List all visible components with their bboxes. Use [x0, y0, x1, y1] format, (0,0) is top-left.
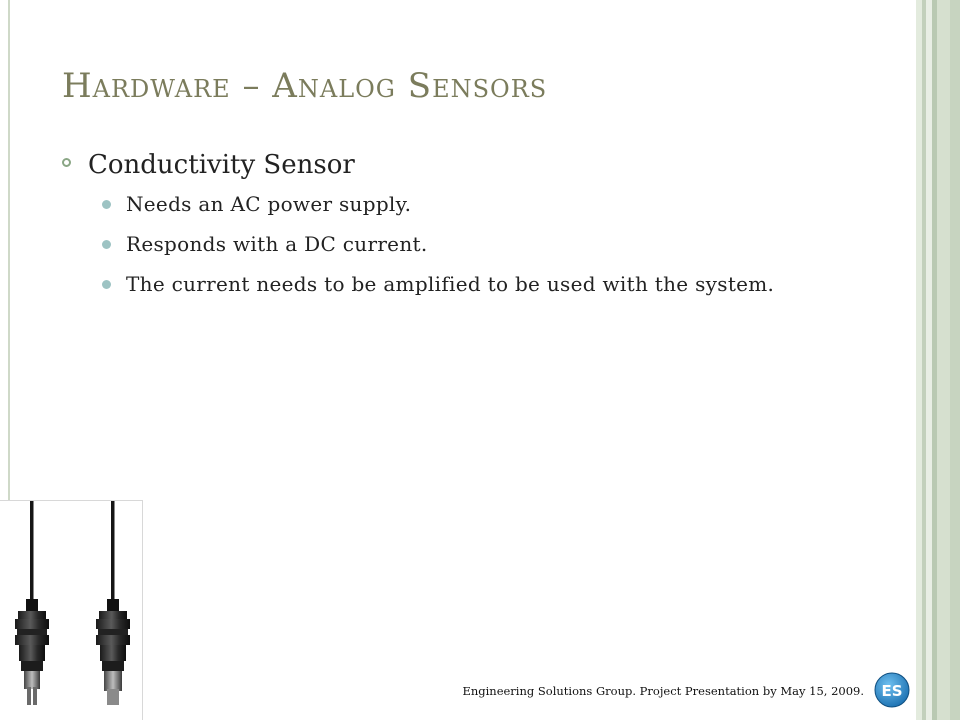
main-bullet — [60, 150, 860, 181]
sub-bullet-list — [60, 191, 860, 297]
dot-bullet-icon — [102, 280, 111, 289]
company-logo-icon — [874, 672, 910, 708]
slide-title: Hardware – Analog Sensors — [62, 66, 548, 106]
right-decor-stripe — [950, 0, 960, 720]
sub-bullet-item — [98, 231, 860, 257]
conductivity-sensor-image — [0, 501, 143, 720]
circle-bullet-icon — [62, 158, 71, 167]
conductivity-sensor-photo — [0, 500, 143, 720]
sub-bullet-text: Needs an AC power supply. — [126, 192, 412, 217]
slide-content — [60, 150, 860, 311]
sub-bullet-text: The current needs to be amplified to be used with the system. — [126, 272, 775, 297]
sub-bullet-text: Responds with a DC current. — [126, 232, 428, 257]
footer-text: Engineering Solutions Group. Project Presentation by May 15, 2009. — [462, 684, 864, 698]
dot-bullet-icon — [102, 240, 111, 249]
sub-bullet-item — [98, 191, 860, 217]
sensor-left — [15, 501, 49, 705]
dot-bullet-icon — [102, 200, 111, 209]
sensor-right — [96, 501, 130, 705]
logo-text: ES — [881, 682, 903, 700]
main-bullet-text: Conductivity Sensor — [88, 150, 355, 180]
right-decor-stripe — [937, 0, 950, 720]
sub-bullet-item — [98, 271, 860, 297]
